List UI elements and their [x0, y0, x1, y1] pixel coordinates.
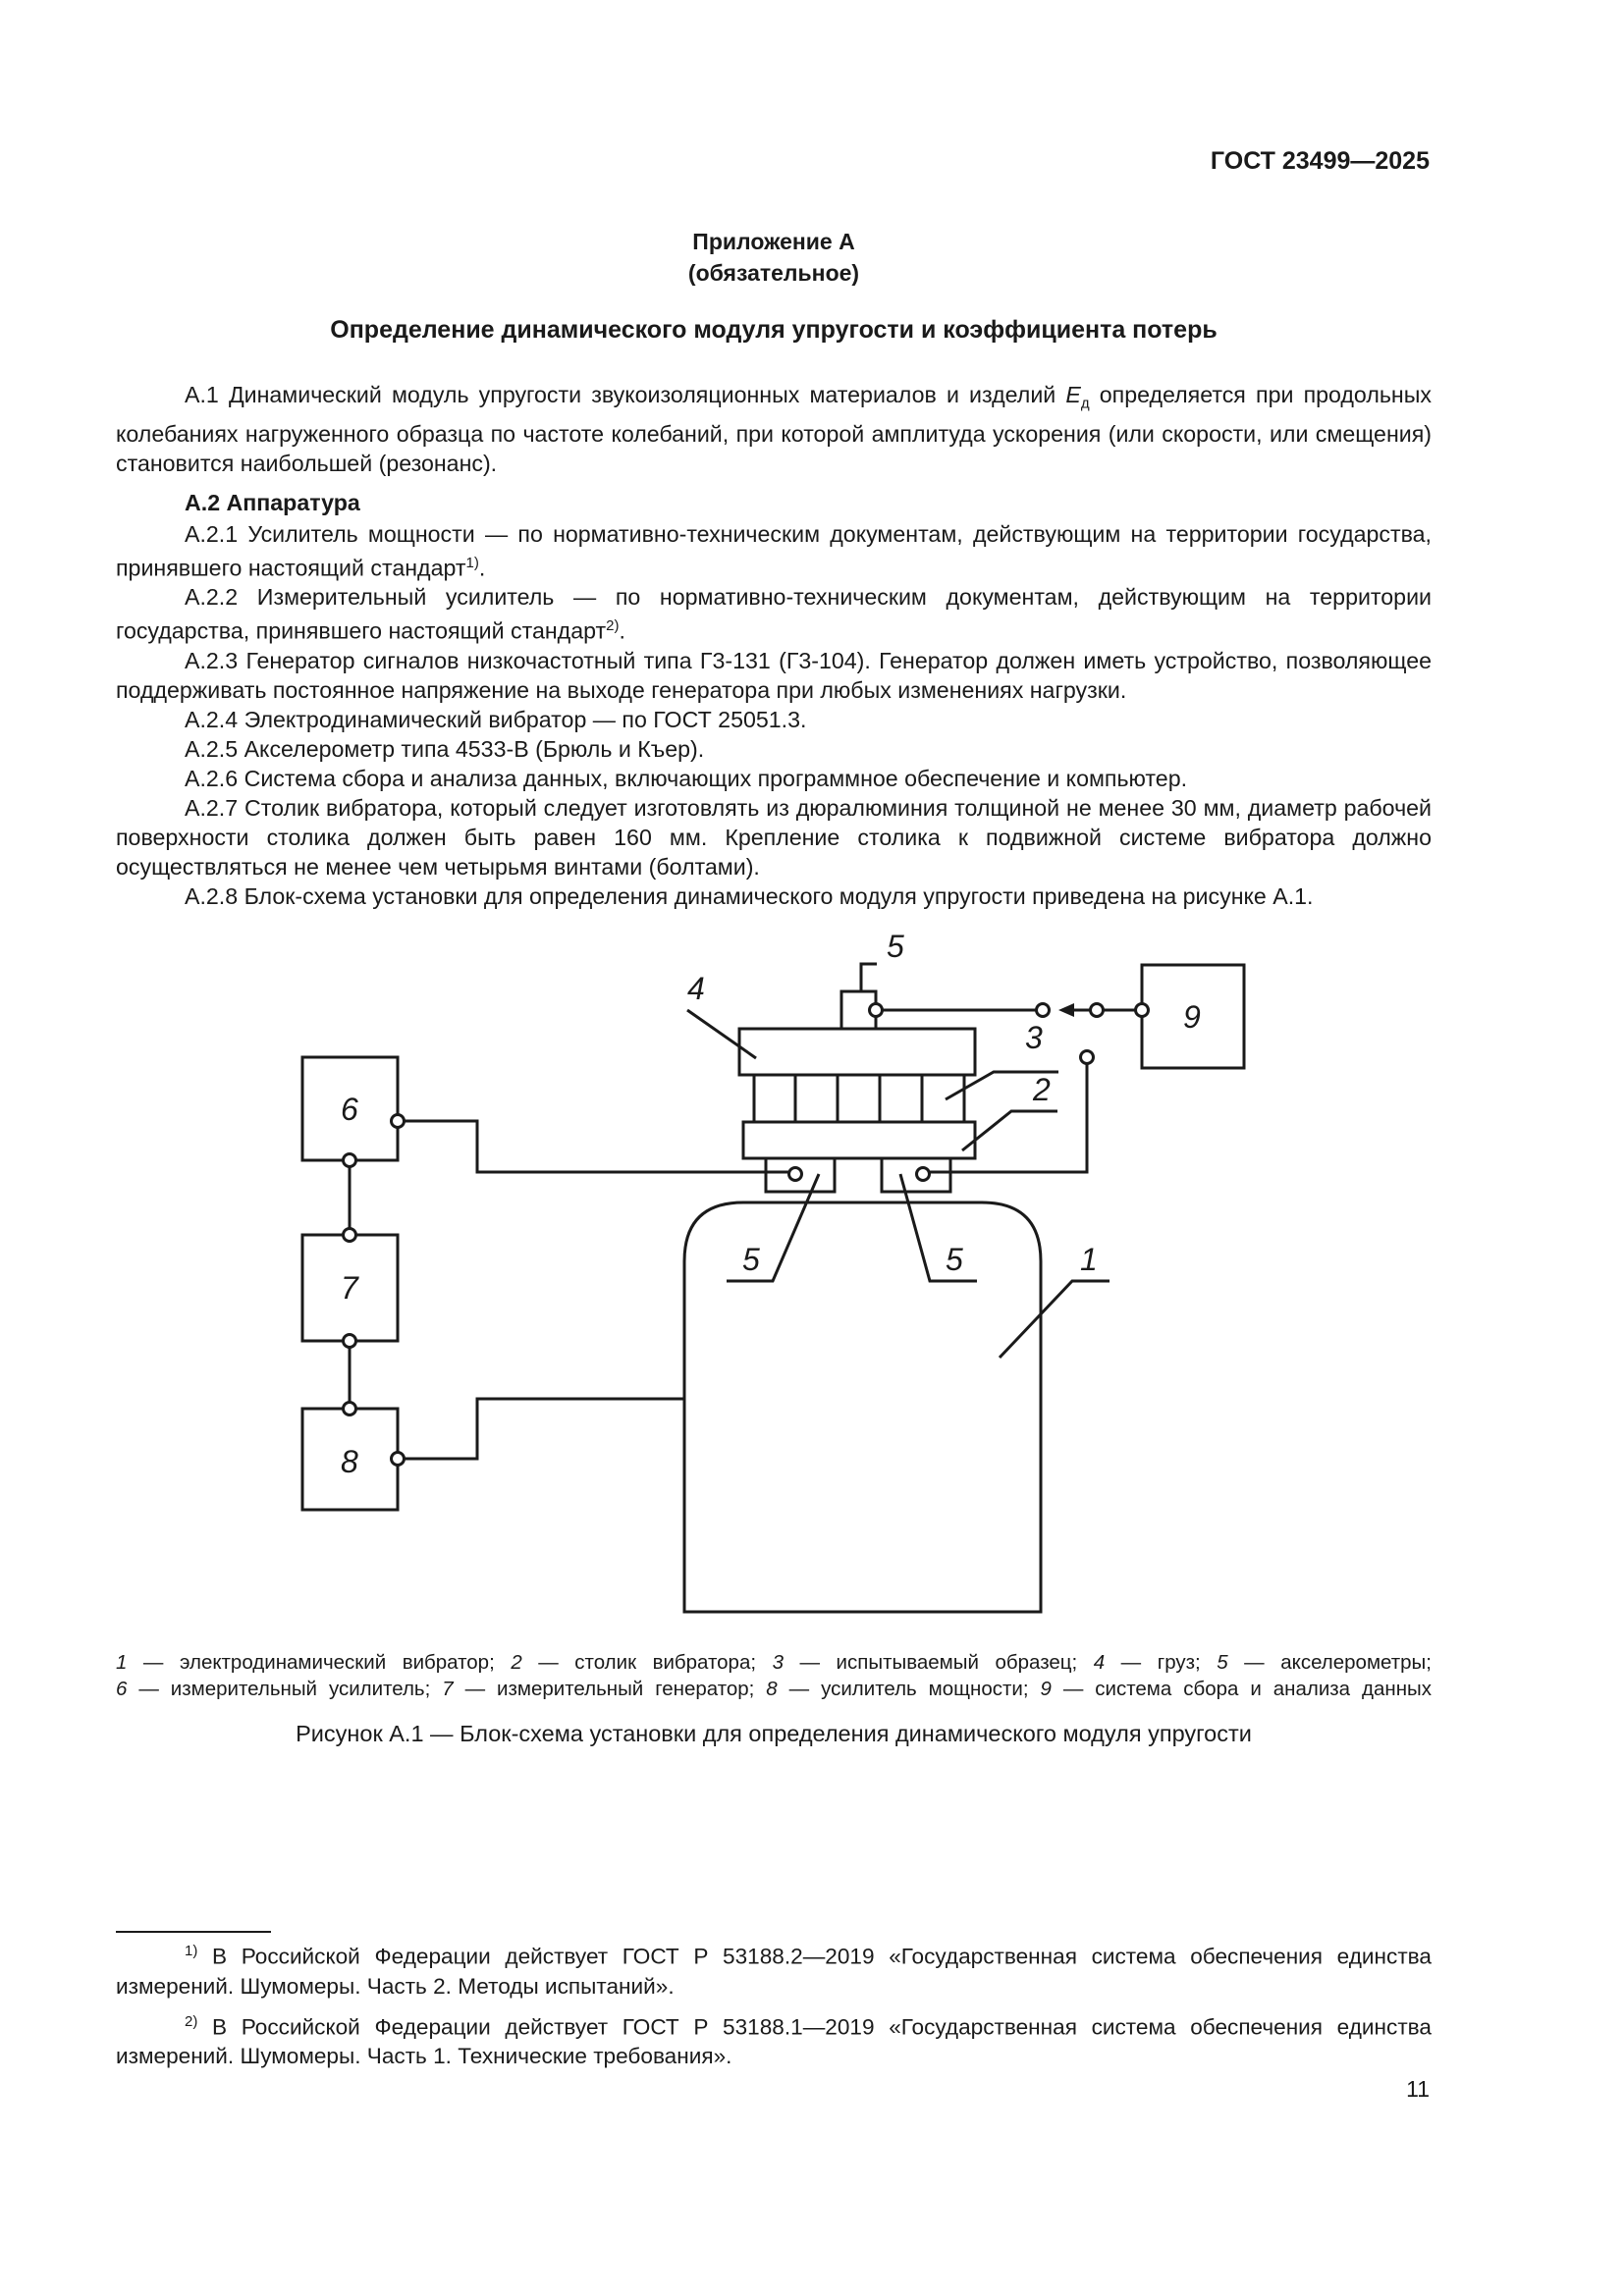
terminal [392, 1453, 405, 1466]
footnote-separator [116, 1931, 271, 1933]
label-5-left: 5 [742, 1242, 760, 1277]
specimen [754, 1075, 964, 1122]
terminal [344, 1154, 356, 1167]
terminal [1081, 1051, 1094, 1064]
paragraph-a2-8: А.2.8 Блок-схема установки для определения динамического модуля упругости приведена на рисунке А.1. [185, 883, 1314, 910]
page-number: 11 [1406, 2076, 1430, 2102]
signal-arrow [1058, 1003, 1074, 1017]
label-7: 7 [341, 1270, 358, 1306]
wire-6-to-left-accelerometer [398, 1121, 795, 1172]
legend-line-2: 6 — измерительный усилитель; 7 — измерительный генератор; 8 — усилитель мощности; 9 — система сбора и анализа данных [116, 1678, 1433, 1700]
label-4: 4 [687, 971, 705, 1006]
modulus-symbol: E [1065, 382, 1081, 407]
figure-caption: Рисунок А.1 — Блок-схема установки для определения динамического модуля упругости [296, 1721, 1252, 1746]
terminal [344, 1229, 356, 1242]
label-6: 6 [341, 1092, 358, 1127]
appendix-type: (обязательное) [687, 260, 860, 286]
label-5-right: 5 [946, 1242, 963, 1277]
modulus-subscript: д [1080, 395, 1090, 412]
label-2: 2 [1033, 1072, 1051, 1107]
paragraph-a2-3: А.2.3 Генератор сигналов низкочастотный типа Г3-131 (Г3-104). Генератор должен иметь устройство, позволяющее поддерживать постоянное напряжение на выходе генератора при любых изменениях нагрузки. [116, 648, 1432, 704]
footnote-2: $^{2)}$ В Российской Федерации действует ГОСТ Р 53188.1—2019 «Государственная система обеспечения единства измерений. Шумомеры. Часть 1. Технические требования». [116, 2012, 1432, 2069]
terminal [1091, 1004, 1104, 1017]
footnote-1: $^{1)}$ В Российской Федерации действует ГОСТ Р 53188.2—2019 «Государственная система обеспечения единства измерений. Шумомеры. Часть 2. Методы испытаний». [116, 1943, 1432, 1999]
legend-line-1: 1 — электродинамический вибратор; 2 — столик вибратора; 3 — испытываемый образец; 4 — груз; 5 — акселерометры; [116, 1651, 1432, 1674]
paragraph-a2-4: А.2.4 Электродинамический вибратор — по ГОСТ 25051.3. [185, 707, 807, 733]
terminal [1136, 1004, 1149, 1017]
appendix-label: Приложение А [692, 229, 855, 254]
paragraph-a2-7: А.2.7 Столик вибратора, который следует изготовлять из дюралюминия толщиной не менее 30 мм, диаметр рабочей поверхности столика должен быть равен 160 мм. Крепление столика к подвижной системе вибратора должно осуществляться не менее чем четырьмя винтами (болтами). [116, 795, 1432, 881]
terminal [1037, 1004, 1050, 1017]
wire-8-to-vibrator [398, 1399, 684, 1459]
subsection-heading: А.2 Аппаратура [185, 489, 360, 515]
load-weight [739, 1029, 975, 1075]
label-5-top: 5 [887, 929, 904, 964]
terminal [344, 1335, 356, 1348]
footnotes [116, 1937, 1432, 2077]
paragraph-a2-6: А.2.6 Система сбора и анализа данных, включающих программное обеспечение и компьютер. [185, 766, 1188, 792]
vibrator-body [684, 1202, 1041, 1612]
terminal [789, 1168, 802, 1181]
paragraph-a2-5: А.2.5 Акселерометр типа 4533-В (Брюль и Къер). [185, 736, 705, 763]
terminal [917, 1168, 930, 1181]
terminal [870, 1004, 883, 1017]
figure-legend [116, 1649, 1432, 1702]
label-8: 8 [341, 1444, 358, 1479]
document-number: ГОСТ 23499—2025 [1210, 147, 1430, 175]
label-1: 1 [1080, 1242, 1098, 1277]
paragraph-a2-2: А.2.2 Измерительный усилитель — по нормативно-техническим документам, действующим на территории государства, принявшего настоящий стандарт$^{2)}$. [116, 584, 1432, 645]
label-3: 3 [1025, 1020, 1043, 1055]
paragraph-a1: А.1 Динамический модуль упругости звукоизоляционных материалов и изделий $E_д$ определяется при продольных колебаниях нагруженного образца по частоте колебаний, при которой амплитуда ускорения (или скорости, или смещения) становится наибольшей (резонанс). [116, 382, 1432, 476]
section-title: Определение динамического модуля упругости и коэффициента потерь [330, 316, 1218, 344]
vibrator-table [743, 1122, 975, 1158]
terminal [392, 1115, 405, 1128]
terminal [344, 1403, 356, 1415]
paragraph-a2-1: А.2.1 Усилитель мощности — по нормативно-техническим документам, действующим на территории государства, принявшего настоящий стандарт$^{1)}$. [116, 520, 1432, 581]
label-9: 9 [1183, 999, 1201, 1035]
footnote-ref: 2) [606, 617, 620, 635]
footnote-ref: 1) [465, 554, 479, 571]
